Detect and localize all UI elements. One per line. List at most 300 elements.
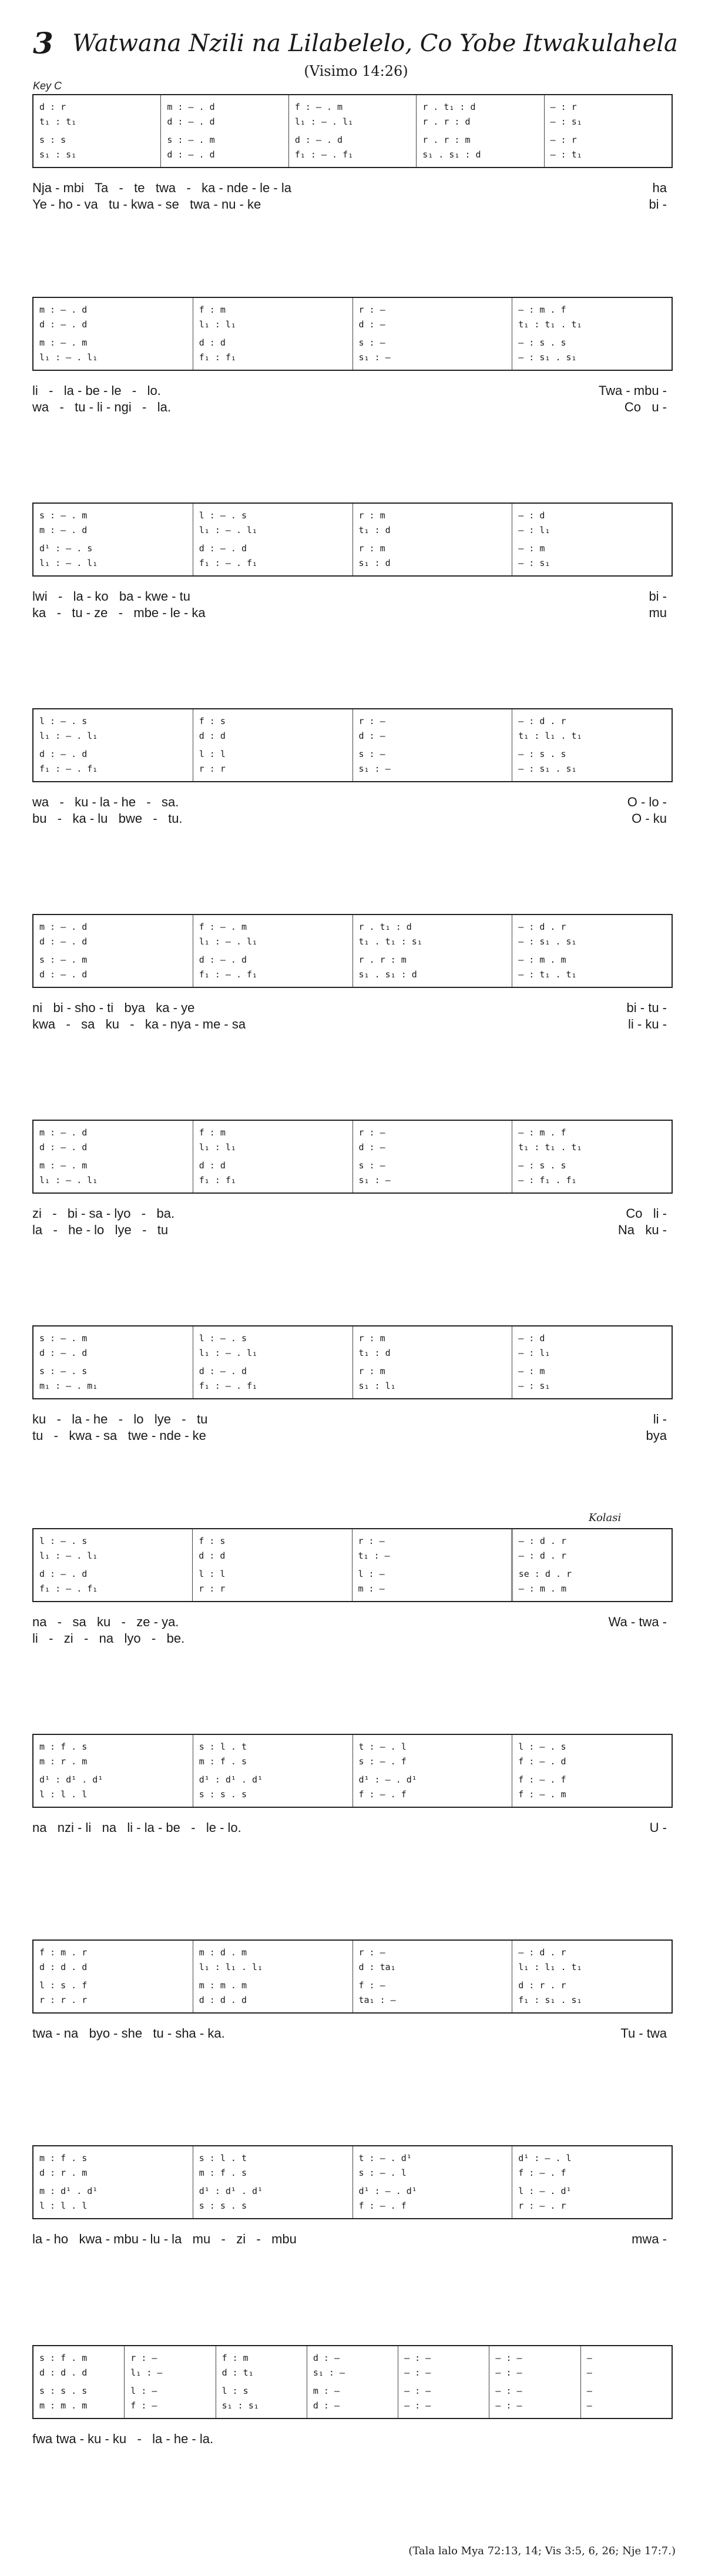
voice-notes: r : – . r	[518, 2200, 566, 2211]
voice-notes: f : s	[199, 716, 226, 726]
voice-notes: f₁ : – . f₁	[39, 1583, 98, 1594]
lyric-text: tu - kwa - sa twe - nde - ke	[32, 1428, 206, 1443]
measure	[193, 915, 352, 987]
music-system	[32, 94, 673, 213]
measure	[33, 504, 193, 575]
lyric-text: na - sa ku - ze - ya.	[32, 1614, 179, 1629]
measure	[512, 2146, 672, 2218]
voice-notes: — : s . s	[518, 749, 566, 759]
lyric-continuation: bi - tu -	[626, 1000, 667, 1015]
voice-notes: s : – . l	[358, 2168, 407, 2178]
voice-notes: d : —	[358, 1142, 385, 1153]
measure	[352, 1121, 512, 1192]
solfa-staff	[32, 708, 673, 782]
voice-notes: s : – . f	[358, 1756, 407, 1767]
voice-notes: s : – . m	[39, 1333, 88, 1344]
lyric-line	[32, 588, 673, 605]
lyric-line	[32, 1428, 673, 1444]
voice-notes: — : d . r	[518, 1550, 567, 1561]
voice-notes: s₁ . s₁ : d	[358, 969, 417, 980]
voice-notes: f₁ : – . f₁	[199, 1381, 258, 1391]
voice-notes: — : r	[550, 102, 577, 112]
voice-notes: l : – . d¹	[518, 2186, 572, 2196]
voice-notes: s : l . t	[199, 1741, 247, 1752]
voice-notes: l₁ : l₁ . l₁	[199, 1962, 263, 1972]
lyric-continuation: bi -	[649, 589, 667, 604]
voice-notes: d : r . m	[39, 2168, 88, 2178]
voice-notes: d : ta₁	[358, 1962, 396, 1972]
measure	[512, 709, 672, 781]
measure	[398, 2346, 489, 2418]
solfa-staff	[32, 1734, 673, 1808]
measure	[33, 1121, 193, 1192]
measure	[352, 2146, 512, 2218]
measure	[193, 709, 352, 781]
voice-notes: d : r . r	[518, 1980, 566, 1991]
voice-notes: d : t₁	[221, 2367, 254, 2378]
voice-notes: — : m	[518, 543, 545, 554]
voice-notes: — : s₁ . s₁	[518, 352, 577, 363]
lyric-line	[32, 2025, 673, 2042]
measure	[544, 95, 672, 167]
lyric-continuation: Tu - twa	[620, 2026, 667, 2041]
lyric-continuation: O - lo -	[627, 795, 667, 809]
solfa-staff	[32, 914, 673, 988]
voice-notes: — : d	[518, 1333, 545, 1344]
measure	[33, 915, 193, 987]
lyrics-block	[32, 2231, 673, 2264]
voice-notes: t₁ : d	[358, 1348, 391, 1358]
voice-notes: s : – . m	[167, 135, 215, 145]
voice-notes: d : d	[199, 731, 226, 741]
voice-notes: l : l	[199, 1569, 226, 1579]
voice-notes: m : – . d	[39, 304, 88, 315]
lyric-continuation: ha	[652, 180, 667, 195]
voice-notes: d¹ : – . l	[518, 2153, 572, 2163]
solfa-staff	[32, 94, 673, 168]
voice-notes: se : d . r	[518, 1569, 572, 1579]
voice-notes: l : —	[130, 2386, 157, 2396]
voice-notes: s : l . t	[199, 2153, 247, 2163]
lyric-text: Ye - ho - va tu - kwa - se twa - nu - ke	[32, 197, 261, 212]
voice-notes: d : – . d	[167, 149, 215, 160]
voice-notes: s₁ : s₁	[39, 149, 77, 160]
measure	[307, 2346, 398, 2418]
measure	[33, 1735, 193, 1807]
lyric-text: lwi - la - ko ba - kwe - tu	[32, 589, 190, 604]
lyric-line	[32, 2431, 673, 2447]
voice-notes: l : l . l	[39, 2200, 88, 2211]
voice-notes: l₁ : – . l₁	[39, 352, 98, 363]
voice-notes: f₁ : – . f₁	[294, 149, 354, 160]
voice-notes: m : d¹ . d¹	[39, 2186, 98, 2196]
measure	[512, 1941, 672, 2012]
voice-notes: f : – . m	[294, 102, 343, 112]
voice-notes: d : r	[39, 102, 66, 112]
voice-notes: f₁ : f₁	[199, 352, 236, 363]
voice-notes: f : m . r	[39, 1947, 88, 1958]
voice-notes: — : d . r	[518, 1536, 567, 1546]
lyrics-block	[32, 794, 673, 827]
voice-notes: — : t₁	[550, 149, 582, 160]
voice-notes: — : s . s	[518, 1160, 566, 1171]
voice-notes: m : – . d	[39, 1127, 88, 1138]
voice-notes: r : m	[358, 543, 385, 554]
voice-notes: m : —	[358, 1583, 385, 1594]
voice-notes: l₁ : l₁	[199, 1142, 236, 1153]
voice-notes: s : —	[358, 1160, 385, 1171]
lyric-line	[32, 1222, 673, 1238]
lyric-line	[32, 180, 673, 196]
voice-notes: f₁ : – . f₁	[199, 969, 258, 980]
voice-notes: m : f . s	[199, 2168, 247, 2178]
lyric-line	[32, 399, 673, 416]
voice-notes: l : l . l	[39, 1789, 88, 1800]
voice-notes: l₁ : – . l₁	[39, 1550, 98, 1561]
solfa-staff	[32, 2345, 673, 2419]
lyric-text: wa - ku - la - he - sa.	[32, 795, 179, 809]
lyric-line	[32, 2231, 673, 2247]
hymn-number: 3	[33, 26, 53, 61]
voice-notes: s : s . s	[199, 1789, 247, 1800]
voice-notes: l₁ : – . l₁	[199, 525, 258, 535]
voice-notes: m : m . m	[199, 1980, 247, 1991]
voice-notes: m₁ : – . m₁	[39, 1381, 98, 1391]
voice-notes: d : d . d	[39, 1962, 88, 1972]
voice-notes: f : —	[130, 2400, 157, 2411]
voice-notes: — : f₁ . f₁	[518, 1175, 577, 1185]
hymn-title: Watwana Nzili na Lilabelelo, Co Yobe Itwakulahela	[72, 29, 678, 57]
voice-notes: — : d . r	[518, 1947, 566, 1958]
voice-notes: f : – . d	[518, 1756, 566, 1767]
voice-notes: — : r	[550, 135, 577, 145]
measure	[33, 1941, 193, 2012]
measure	[352, 709, 512, 781]
voice-notes: — : s₁ . s₁	[518, 763, 577, 774]
voice-notes: s₁ : —	[313, 2367, 345, 2378]
lyric-continuation: mu	[649, 605, 667, 620]
voice-notes: t : – . l	[358, 1741, 407, 1752]
lyric-line	[32, 383, 673, 399]
voice-notes: l₁ : l₁ . t₁	[518, 1962, 582, 1972]
lyric-line	[32, 1016, 673, 1033]
voice-notes: f : – . m	[199, 922, 247, 932]
voice-notes: s : s . s	[39, 2386, 88, 2396]
voice-notes: —	[586, 2353, 592, 2363]
lyrics-block	[32, 1614, 673, 1647]
measure	[33, 2346, 124, 2418]
solfa-staff	[32, 1120, 673, 1194]
voice-notes: m : f . s	[199, 1756, 247, 1767]
voice-notes: d : – . d	[294, 135, 343, 145]
measure	[193, 2146, 352, 2218]
voice-notes: l₁ : l₁	[199, 319, 236, 330]
voice-notes: l₁ : – . l₁	[39, 558, 98, 568]
measure	[512, 915, 672, 987]
voice-notes: f : – . m	[518, 1789, 566, 1800]
voice-notes: s₁ : —	[358, 1175, 391, 1185]
voice-notes: m : r . m	[39, 1756, 88, 1767]
lyric-continuation: Na ku -	[617, 1222, 667, 1237]
voice-notes: m : – . m	[39, 1160, 88, 1171]
voice-notes: d : d	[199, 337, 226, 348]
voice-notes: l : – . s	[518, 1741, 566, 1752]
voice-notes: s₁ : —	[358, 352, 391, 363]
voice-notes: r . r : m	[358, 954, 407, 965]
voice-notes: — : l₁	[518, 525, 550, 535]
measure	[33, 298, 193, 370]
voice-notes: d : – . d	[39, 1569, 88, 1579]
voice-notes: s : s	[39, 135, 66, 145]
lyric-continuation: li -	[653, 1412, 667, 1426]
lyrics-block	[32, 1820, 673, 1853]
lyric-line	[32, 605, 673, 621]
voice-notes: r : —	[130, 2353, 157, 2363]
lyrics-block	[32, 180, 673, 213]
voice-notes: l : s	[221, 2386, 249, 2396]
voice-notes: f : —	[358, 1980, 385, 1991]
footer-reference: (Tala lalo Mya 72:13, 14; Vis 3:5, 6, 26; Nje 17:7.)	[408, 2545, 676, 2557]
measure	[512, 298, 672, 370]
measure	[580, 2346, 672, 2418]
voice-notes: l₁ : – . l₁	[39, 1175, 98, 1185]
key-signature: Key C	[33, 80, 62, 92]
voice-notes: — : —	[495, 2367, 522, 2378]
voice-notes: t : – . d¹	[358, 2153, 412, 2163]
lyric-line	[32, 1205, 673, 1222]
voice-notes: d : d	[199, 1160, 226, 1171]
voice-notes: m : d . m	[199, 1947, 247, 1958]
voice-notes: t₁ : t₁	[39, 116, 77, 127]
voice-notes: s₁ : d	[358, 558, 391, 568]
voice-notes: f : – . f	[518, 2168, 566, 2178]
lyric-continuation: Twa - mbu -	[598, 383, 667, 398]
lyric-text: twa - na byo - she tu - sha - ka.	[32, 2026, 225, 2041]
lyric-line	[32, 2247, 673, 2264]
voice-notes: m : m . m	[39, 2400, 88, 2411]
voice-notes: d : – . d	[199, 1366, 247, 1376]
lyric-continuation: mwa -	[632, 2232, 667, 2246]
measure	[216, 2346, 307, 2418]
voice-notes: s : s . s	[199, 2200, 247, 2211]
voice-notes: d : —	[313, 2353, 340, 2363]
lyrics-block	[32, 1411, 673, 1444]
voice-notes: l : – . s	[39, 1536, 88, 1546]
voice-notes: — : —	[404, 2386, 431, 2396]
lyrics-block	[32, 2431, 673, 2464]
voice-notes: t₁ : t₁ . t₁	[518, 1142, 582, 1153]
voice-notes: s : —	[358, 337, 385, 348]
voice-notes: f₁ : – . f₁	[39, 763, 98, 774]
measure	[352, 1941, 512, 2012]
voice-notes: f : – . f	[518, 1774, 566, 1785]
voice-notes: s₁ : l₁	[358, 1381, 396, 1391]
voice-notes: m : – . d	[167, 102, 215, 112]
lyric-line	[32, 1411, 673, 1428]
music-system	[32, 914, 673, 1033]
voice-notes: — : s₁	[518, 558, 550, 568]
voice-notes: r . r : d	[422, 116, 471, 127]
voice-notes: d : – . d	[39, 749, 88, 759]
lyric-continuation: Wa - twa -	[608, 1614, 667, 1629]
lyric-text: li - la - be - le - lo.	[32, 383, 161, 398]
measure	[193, 1735, 352, 1807]
voice-notes: f : m	[199, 304, 226, 315]
voice-notes: — : —	[404, 2400, 431, 2411]
lyric-text: bu - ka - lu bwe - tu.	[32, 811, 183, 826]
voice-notes: r : —	[358, 304, 385, 315]
voice-notes: d¹ : d¹ . d¹	[199, 2186, 263, 2196]
lyrics-block	[32, 383, 673, 416]
voice-notes: s : —	[358, 749, 385, 759]
music-system	[32, 2345, 673, 2464]
hymn-header	[33, 26, 679, 79]
voice-notes: r : r . r	[39, 1995, 88, 2005]
lyric-text: ka - tu - ze - mbe - le - ka	[32, 605, 206, 620]
voice-notes: s₁ . s₁ : d	[422, 149, 481, 160]
solfa-staff	[32, 503, 673, 577]
measure	[124, 2346, 215, 2418]
lyric-line	[32, 1000, 673, 1016]
voice-notes: t₁ : l₁ . t₁	[518, 731, 582, 741]
lyric-continuation: Co u -	[624, 400, 667, 414]
voice-notes: f : s	[199, 1536, 226, 1546]
voice-notes: — : d	[518, 510, 545, 521]
voice-notes: — : —	[404, 2353, 431, 2363]
voice-notes: d : – . d	[39, 1348, 88, 1358]
voice-notes: r . t₁ : d	[358, 922, 412, 932]
voice-notes: ta₁ : —	[358, 1995, 396, 2005]
lyrics-block	[32, 1000, 673, 1033]
voice-notes: r . r : m	[422, 135, 471, 145]
voice-notes: l : – . s	[199, 1333, 247, 1344]
voice-notes: f : – . f	[358, 1789, 407, 1800]
voice-notes: d : —	[358, 731, 385, 741]
voice-notes: m : f . s	[39, 1741, 88, 1752]
voice-notes: s₁ : —	[358, 763, 391, 774]
measure	[193, 1121, 352, 1192]
voice-notes: d : —	[358, 319, 385, 330]
voice-notes: r : —	[358, 716, 385, 726]
voice-notes: d : – . d	[199, 954, 247, 965]
voice-notes: — : d . r	[518, 716, 566, 726]
lyric-line	[32, 1820, 673, 1836]
measure	[33, 1529, 192, 1601]
voice-notes: t₁ . t₁ : s₁	[358, 936, 422, 947]
voice-notes: l : l	[199, 749, 226, 759]
voice-notes: — : —	[404, 2367, 431, 2378]
voice-notes: r : —	[358, 1536, 385, 1546]
voice-notes: r : —	[358, 1127, 385, 1138]
voice-notes: — : —	[495, 2353, 522, 2363]
measure	[193, 1326, 352, 1398]
voice-notes: — : d . r	[518, 922, 566, 932]
measure	[33, 709, 193, 781]
measure	[352, 298, 512, 370]
measure	[511, 1529, 672, 1601]
voice-notes: — : l₁	[518, 1348, 550, 1358]
solfa-staff	[32, 1528, 673, 1602]
music-system	[32, 1120, 673, 1238]
voice-notes: l : – . s	[39, 716, 88, 726]
lyrics-block	[32, 588, 673, 621]
lyric-line	[32, 794, 673, 810]
lyrics-block	[32, 2025, 673, 2058]
measure	[352, 1735, 512, 1807]
voice-notes: — : s₁	[518, 1381, 550, 1391]
measure	[512, 504, 672, 575]
lyric-line	[32, 196, 673, 213]
voice-notes: r : r	[199, 763, 226, 774]
lyric-text: Nja - mbi Ta - te twa - ka - nde - le - la	[32, 180, 291, 195]
voice-notes: l₁ : – . l₁	[39, 731, 98, 741]
lyric-text: ku - la - he - lo lye - tu	[32, 1412, 208, 1426]
voice-notes: d : – . d	[167, 116, 215, 127]
voice-notes: — : m . m	[518, 954, 566, 965]
voice-notes: —	[586, 2386, 592, 2396]
voice-notes: — : m . f	[518, 304, 566, 315]
voice-notes: d¹ : – . s	[39, 543, 93, 554]
voice-notes: —	[586, 2367, 592, 2378]
lyric-text: kwa - sa ku - ka - nya - me - sa	[32, 1017, 246, 1031]
lyric-continuation: bi -	[649, 197, 667, 212]
voice-notes: f : m	[221, 2353, 249, 2363]
voice-notes: r : m	[358, 1366, 385, 1376]
solfa-staff	[32, 2145, 673, 2219]
measure	[193, 1941, 352, 2012]
voice-notes: l : s . f	[39, 1980, 88, 1991]
voice-notes: t₁ : t₁ . t₁	[518, 319, 582, 330]
voice-notes: d : —	[313, 2400, 340, 2411]
measure	[33, 2146, 193, 2218]
measure	[33, 1326, 193, 1398]
voice-notes: m : f . s	[39, 2153, 88, 2163]
voice-notes: r : m	[358, 1333, 385, 1344]
measure	[489, 2346, 580, 2418]
solfa-staff	[32, 297, 673, 371]
voice-notes: d¹ : – . d¹	[358, 1774, 417, 1785]
voice-notes: — : m	[518, 1366, 545, 1376]
voice-notes: f₁ : f₁	[199, 1175, 236, 1185]
lyric-text: ni bi - sho - ti bya ka - ye	[32, 1000, 195, 1015]
chorus-label: Kolasi	[589, 1512, 622, 1524]
measure	[512, 1121, 672, 1192]
measure	[288, 95, 416, 167]
lyric-text: la - he - lo lye - tu	[32, 1222, 169, 1237]
measure	[416, 95, 543, 167]
lyric-line	[32, 2447, 673, 2464]
measure	[352, 1326, 512, 1398]
voice-notes: s : – . m	[39, 954, 88, 965]
voice-notes: f : – . f	[358, 2200, 407, 2211]
lyric-line	[32, 1614, 673, 1630]
measure	[193, 298, 352, 370]
measure	[352, 915, 512, 987]
voice-notes: d : – . d	[199, 543, 247, 554]
voice-notes: — : —	[495, 2386, 522, 2396]
voice-notes: m : – . d	[39, 525, 88, 535]
measure	[192, 1529, 351, 1601]
voice-notes: f₁ : s₁ . s₁	[518, 1995, 582, 2005]
lyric-text: fwa twa - ku - ku - la - he - la.	[32, 2431, 214, 2446]
voice-notes: l₁ : – . l₁	[294, 116, 354, 127]
voice-notes: l : – . s	[199, 510, 247, 521]
music-system	[32, 1325, 673, 1444]
lyric-continuation: Co li -	[626, 1206, 667, 1221]
measure	[512, 1326, 672, 1398]
lyric-text: li - zi - na lyo - be.	[32, 1631, 185, 1646]
voice-notes: f : m	[199, 1127, 226, 1138]
